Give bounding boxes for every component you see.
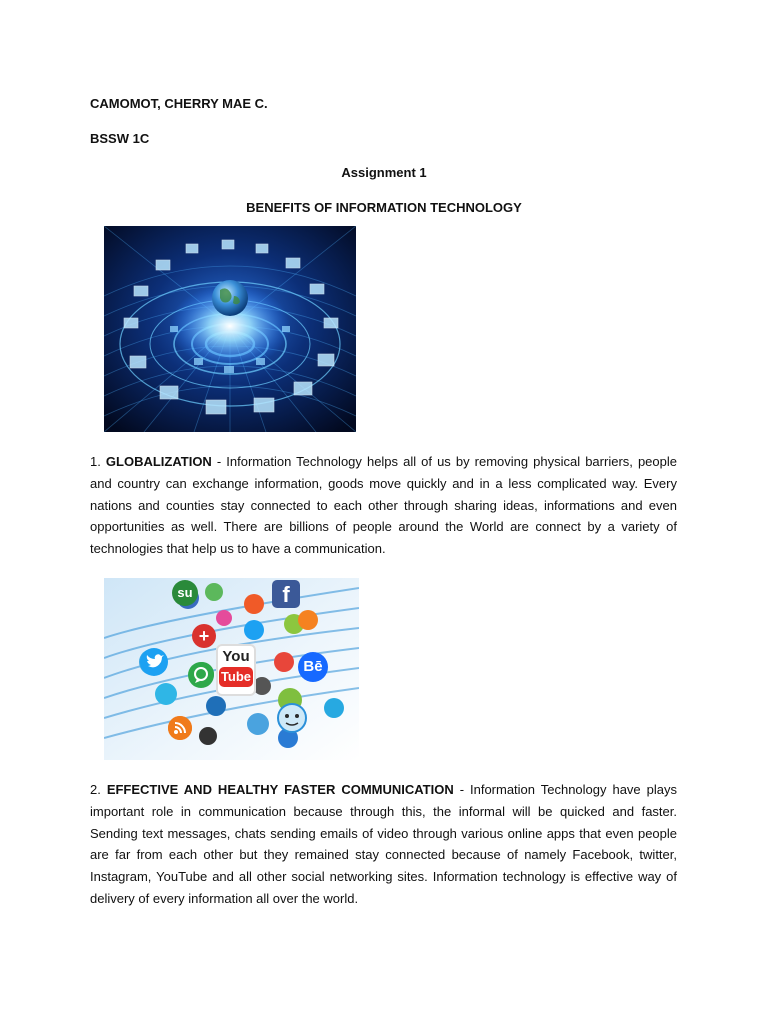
author-name: CAMOMOT, CHERRY MAE C. [90, 96, 268, 111]
document-title: BENEFITS OF INFORMATION TECHNOLOGY [246, 200, 522, 215]
social-media-icons-image [104, 578, 359, 760]
paragraph-communication: 2. EFFECTIVE AND HEALTHY FASTER COMMUNICATION - Information Technology have plays important role in communication because through this, the informal will be quicked and faster. Sending text messages, chats sending emails of video through various online apps that even people are far from each other but they remained stay connected because of namely Facebook, twitter, Instagram, YouTube and all other social networking sites. Information technology is effective way of delivery of every information all over the world. [90, 782, 677, 906]
heading-globalization: GLOBALIZATION [105, 454, 212, 469]
heading-communication: EFFECTIVE AND HEALTHY FASTER COMMUNICATION [106, 782, 454, 797]
class-section: BSSW 1C [90, 131, 150, 146]
network-globe-image [104, 226, 356, 432]
chat-bubble-icon [188, 662, 214, 688]
facebook-icon: f [272, 580, 300, 608]
youtube-tube-label: Tube [219, 667, 253, 687]
behance-icon: Bē [298, 652, 328, 682]
twitter-icon [140, 648, 168, 676]
plus-icon: + [192, 624, 216, 648]
paragraph-globalization: 1. GLOBALIZATION - Information Technology helps all of us by removing physical barriers, people and country can exchange information, goods move quickly and in a less complicated way. Every nations and counties stay connected to each other through sharing ideas, informations and even opportunities as well. There are billions of people around the World are connect by a variety of technologies that help us to have a communication. [90, 454, 677, 557]
youtube-icon [216, 644, 256, 696]
youtube-you-label: You [222, 648, 250, 665]
stumbleupon-icon: su [172, 580, 198, 606]
rss-icon [168, 716, 192, 740]
assignment-label: Assignment 1 [341, 165, 427, 180]
